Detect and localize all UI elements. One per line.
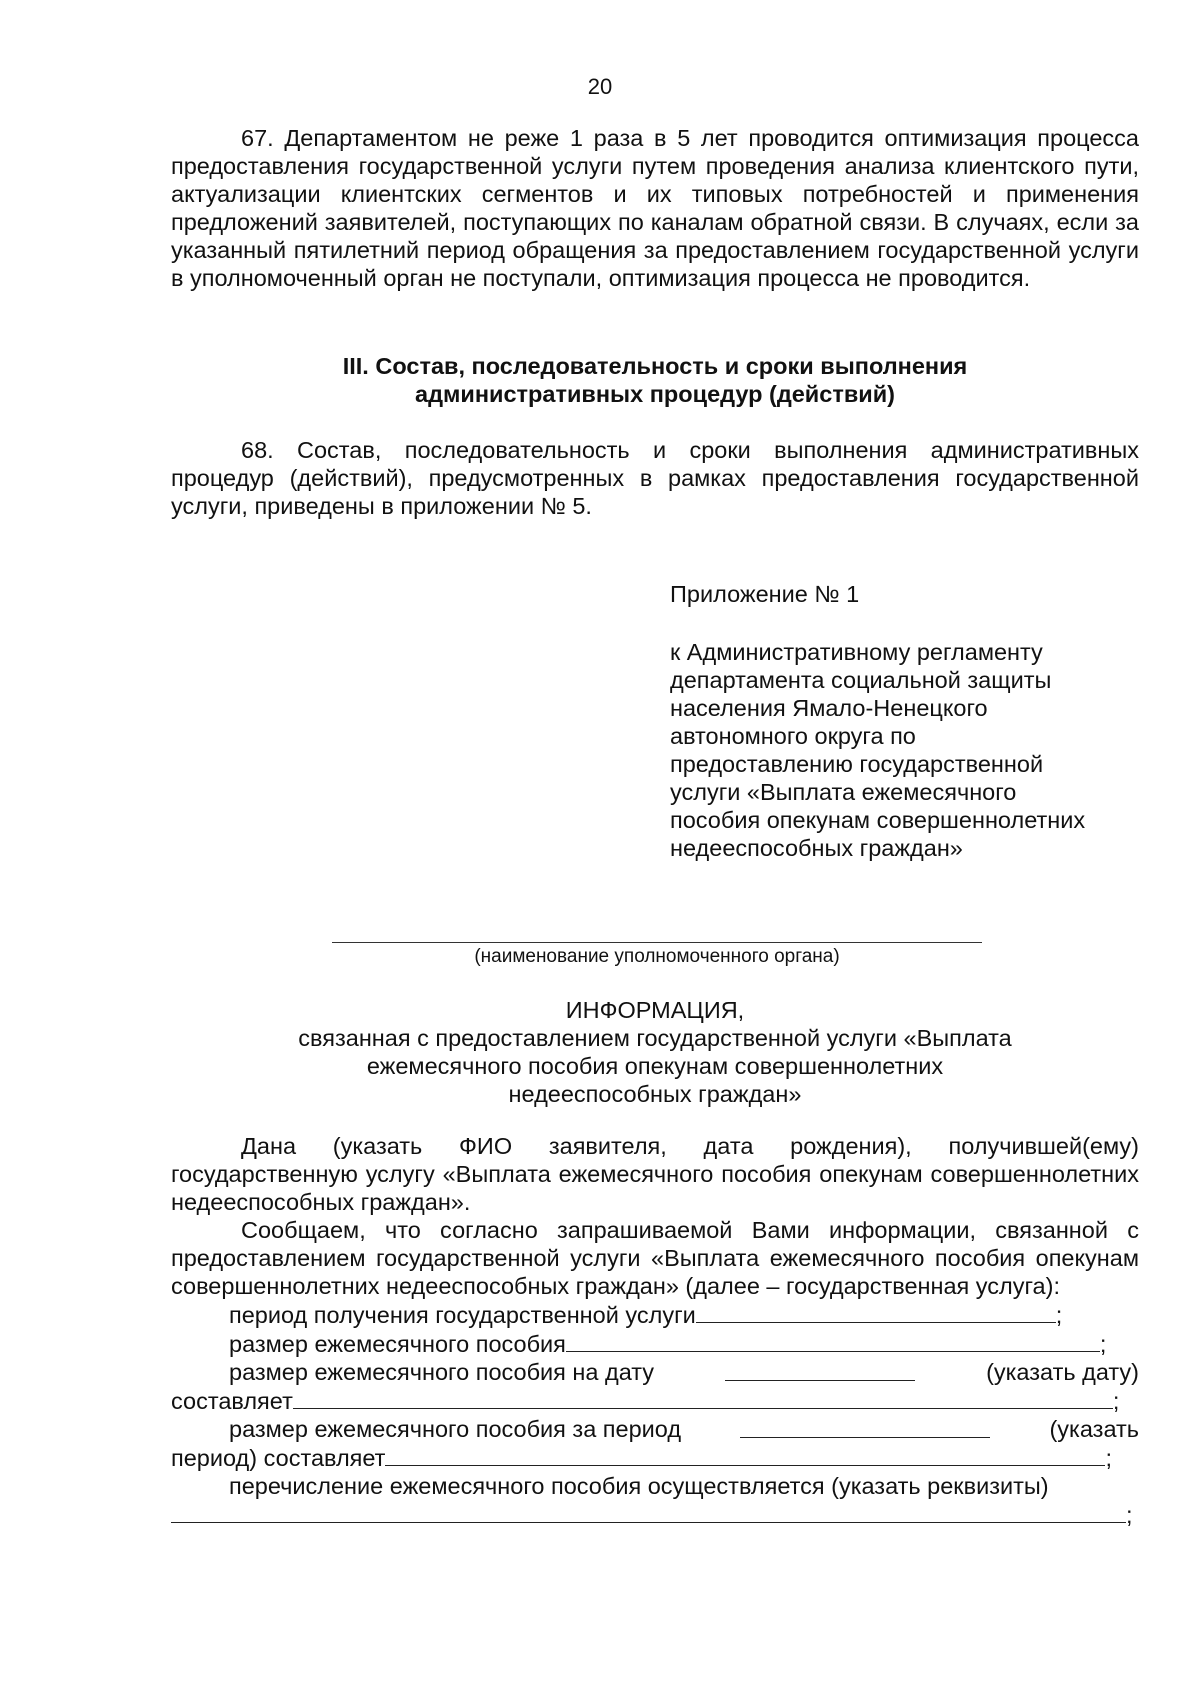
section-heading-line-2: административных процедур (действий)	[415, 381, 895, 407]
info-line-2: ежемесячного пособия опекунам совершеннолетних	[366, 1053, 944, 1079]
transfer-details-blank	[171, 1500, 1126, 1523]
appendix-line: предоставлению государственной	[670, 751, 1044, 777]
appendix-title: Приложение № 1	[670, 581, 860, 607]
item-transfer-details-label: перечисление ежемесячного пособия осуществляется (указать реквизиты)	[229, 1473, 1049, 1499]
item-amount-on-date-label: размер ежемесячного пособия на дату	[229, 1359, 655, 1385]
info-line-3: недееспособных граждан»	[508, 1081, 802, 1107]
amount-for-period-blank	[385, 1443, 1105, 1466]
paragraph-68: 68. Состав, последовательность и сроки выполнения административных процедур (действий), предусмотренных в рамках предоставления государственной услуги, приведены в приложении № 5.	[171, 437, 1139, 519]
service-period-blank	[696, 1300, 1056, 1323]
item-amount-for-period-continued: период) составляет ;	[171, 1445, 1112, 1471]
item-amount-for-period-hint: (указать	[1049, 1416, 1139, 1442]
item-monthly-amount-label: размер ежемесячного пособия	[229, 1331, 566, 1357]
organization-name-line	[332, 942, 982, 943]
given-paragraph: Дана (указать ФИО заявителя, дата рождения), получившей(ему) государственную услугу «Выплата ежемесячного пособия опекунам совершеннолетних недееспособных граждан».	[171, 1133, 1139, 1215]
item-service-period: период получения государственной услуги ;	[229, 1302, 1063, 1328]
item-amount-on-date	[171, 1358, 1139, 1386]
item-service-period-label: период получения государственной услуги	[229, 1302, 696, 1328]
item-transfer-details-continued: ;	[171, 1500, 1139, 1529]
period-blank	[740, 1415, 990, 1438]
item-transfer-details	[171, 1472, 1139, 1500]
page-number: 20	[587, 74, 613, 99]
organization-name-caption: (наименование уполномоченного органа)	[474, 946, 840, 967]
info-heading	[171, 996, 1139, 1108]
item-amount-for-period	[171, 1415, 1139, 1443]
appendix-line: услуги «Выплата ежемесячного	[670, 779, 1017, 805]
appendix-line: автономного округа по	[670, 723, 916, 749]
info-body	[171, 1132, 1139, 1529]
appendix-line: населения Ямало-Ненецкого	[670, 695, 988, 721]
monthly-amount-blank	[566, 1329, 1100, 1352]
section-heading	[171, 352, 1139, 408]
appendix-body	[670, 638, 1150, 862]
paragraph-67: 67. Департаментом не реже 1 раза в 5 лет проводится оптимизация процесса предоставления государственной услуги путем проведения анализа клиентского пути, актуализации клиентских сегментов и их типовых потребностей и применения предложений заявителей, поступающих по каналам обратной связи. В случаях, если за указанный пятилетний период обращения за предоставлением государственной услуги в уполномоченный орган не поступали, оптимизация процесса не проводится.	[171, 125, 1139, 291]
section-heading-line-1: III. Состав, последовательность и сроки выполнения	[342, 353, 968, 379]
info-line-1: связанная с предоставлением государственной услуги «Выплата	[298, 1025, 1012, 1051]
amount-on-date-blank	[293, 1386, 1113, 1409]
appendix-line: недееспособных граждан»	[670, 835, 963, 861]
item-monthly-amount: размер ежемесячного пособия ;	[229, 1331, 1107, 1357]
appendix-line: департамента социальной защиты	[670, 667, 1052, 693]
item-amount-on-date-hint: (указать дату)	[986, 1359, 1139, 1385]
item-amount-for-period-label: размер ежемесячного пособия за период	[229, 1416, 682, 1442]
appendix-line: к Административному регламенту	[670, 639, 1043, 665]
item-amount-on-date-continued: составляет ;	[171, 1388, 1120, 1414]
info-title: ИНФОРМАЦИЯ,	[565, 997, 745, 1023]
appendix-line: пособия опекунам совершеннолетних	[670, 807, 1086, 833]
date-blank	[725, 1358, 915, 1381]
inform-paragraph: Сообщаем, что согласно запрашиваемой Вами информации, связанной с предоставлением государственной услуги «Выплата ежемесячного пособия опекунам совершеннолетних недееспособных граждан» (далее – государственная услуга):	[171, 1217, 1139, 1299]
